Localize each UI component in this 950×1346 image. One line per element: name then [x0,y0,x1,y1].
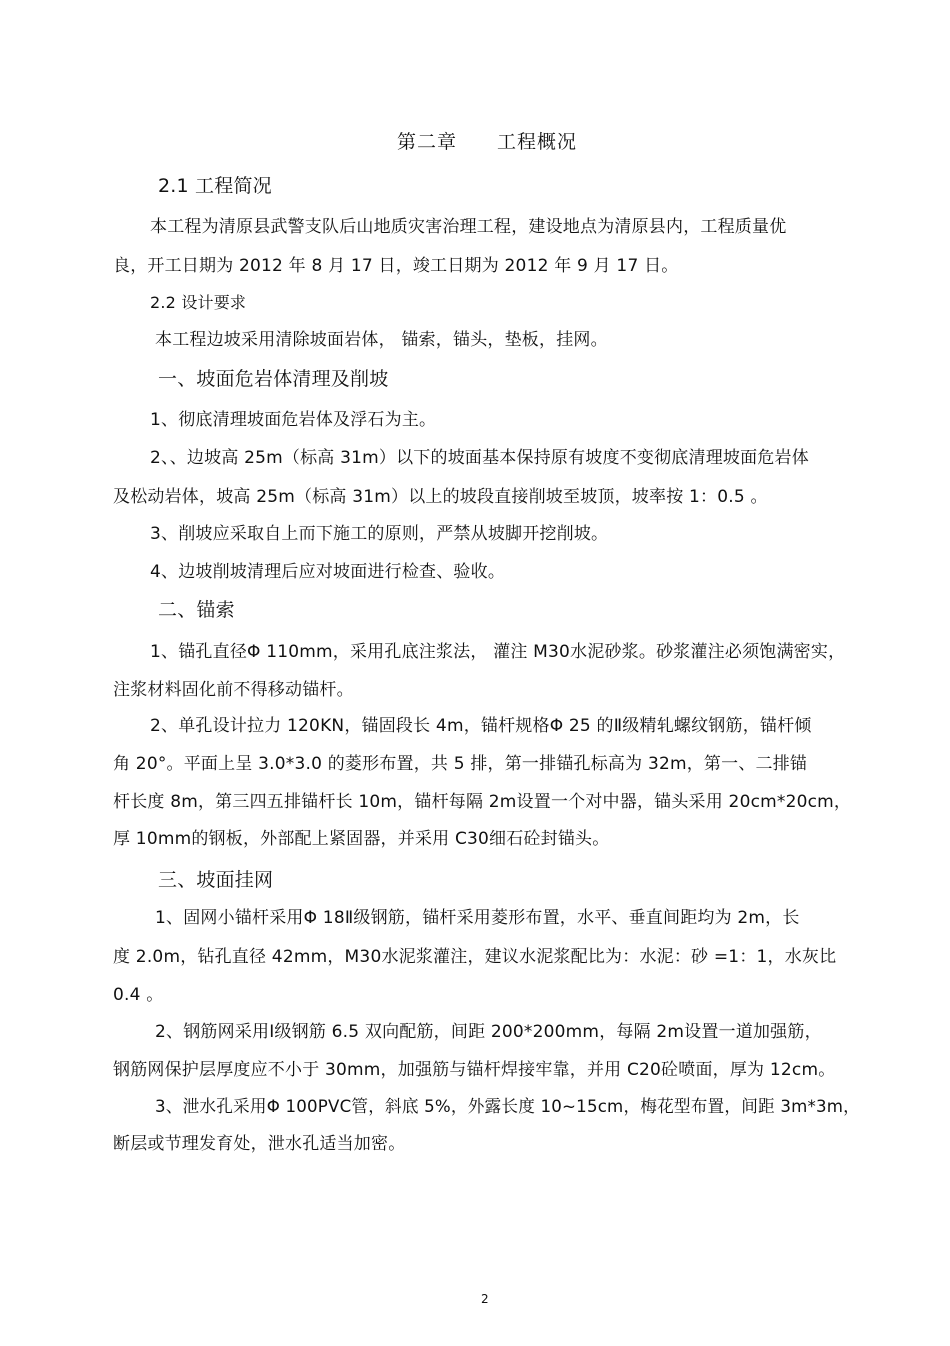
part-2-line-3: 2、单孔设计拉力 120KN，锚固段长 4m，锚杆规格Φ 25 的Ⅱ级精轧螺纹钢筋，锚杆倾 [150,716,812,736]
part-1-item-3: 3、削坡应采取自上而下施工的原则，严禁从坡脚开挖削坡。 [150,524,609,544]
part-1-item-2-cont: 及松动岩体，坡高 25m（标高 31m）以上的坡段直接削坡至坡顶，坡率按 1：0.5 。 [113,487,768,507]
part-3-line-4: 2、钢筋网采用Ⅰ级钢筋 6.5 双向配筋，间距 200*200mm，每隔 2m设置一道加强筋， [155,1022,822,1042]
part-3-line-3: 0.4 。 [113,985,164,1005]
chapter-title: 第二章 工程概况 [397,131,578,153]
part-1-item-2: 2、、边坡高 25m（标高 31m）以下的坡面基本保持原有坡度不变彻底清理坡面危岩体 [150,448,809,468]
part-2-line-6: 厚 10mm的钢板，外部配上紧固器，并采用 C30细石砼封锚头。 [113,829,610,849]
part-2-line-5: 杆长度 8m，第三四五排锚杆长 10m，锚杆每隔 2m设置一个对中器，锚头采用 20cm*20cm， [113,792,852,812]
part-3-line-5: 钢筋网保护层厚度应不小于 30mm，加强筋与锚杆焊接牢靠，并用 C20砼喷面，厚为 12cm。 [113,1060,836,1080]
section-2-1-line-2: 良，开工日期为 2012 年 8 月 17 日，竣工日期为 2012 年 9 月 17 日。 [113,256,679,276]
part-3-line-7: 断层或节理发育处，泄水孔适当加密。 [113,1134,406,1154]
section-2-1-heading: 2.1 工程简况 [158,175,272,197]
part-3-line-2: 度 2.0m，钻孔直径 42mm，M30水泥浆灌注，建议水泥浆配比为：水泥：砂 =1：1，水灰比 [113,947,837,967]
section-2-1-line-1: 本工程为清原县武警支队后山地质灾害治理工程，建设地点为清原县内，工程质量优 [150,217,787,237]
part-1-heading: 一、坡面危岩体清理及削坡 [158,368,389,390]
section-2-2-heading: 2.2 设计要求 [150,293,247,312]
part-1-item-1: 1、彻底清理坡面危岩体及浮石为主。 [150,410,437,430]
part-3-heading: 三、坡面挂网 [158,869,274,891]
part-2-line-1: 1、锚孔直径Φ 110mm，采用孔底注浆法， 灌注 M30水泥砂浆。砂浆灌注必须饱满密实， [150,642,846,662]
part-2-line-2: 注浆材料固化前不得移动锚杆。 [113,680,354,700]
part-3-line-6: 3、泄水孔采用Φ 100PVC管，斜底 5%，外露长度 10~15cm，梅花型布置，间距 3m*3m， [155,1097,861,1117]
part-2-heading: 二、锚索 [158,599,235,621]
section-2-2-intro: 本工程边坡采用清除坡面岩体， 锚索，锚头，垫板，挂网。 [155,330,608,350]
part-3-line-1: 1、固网小锚杆采用Φ 18Ⅱ级钢筋，锚杆采用菱形布置，水平、垂直间距均为 2m，长 [155,908,800,928]
part-2-line-4: 角 20°。平面上呈 3.0*3.0 的菱形布置，共 5 排，第一排锚孔标高为 32m，第一、二排锚 [113,754,808,774]
part-1-item-4: 4、边坡削坡清理后应对坡面进行检查、验收。 [150,562,506,582]
page-number: 2 [481,1292,489,1306]
